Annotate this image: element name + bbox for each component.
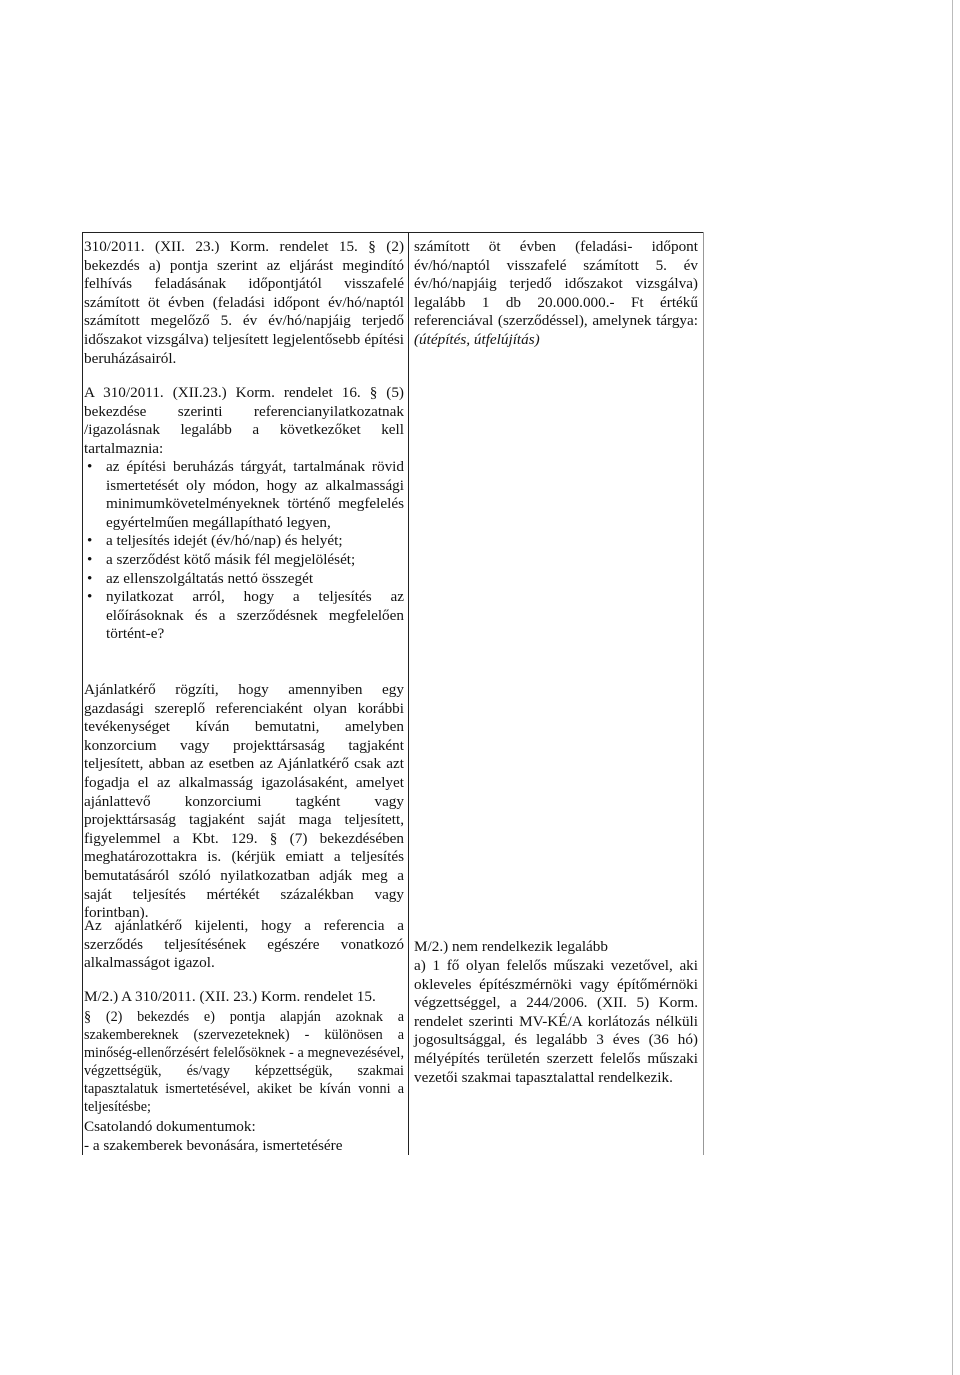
list-item: • az építési beruházás tárgyát, tartalmának rövid ismertetését oly módon, hogy az alkalmassági minimumkövetelményeknek történő megfelelés egyértelműen megállapítható legyen, xyxy=(87,458,404,531)
m1-criterion-text: számított öt évben (feladási- időpont év/hó/naptól visszafelé számított 5. év év/hó/napjáig terjedő időszakot vizsgálva) legalább 1 db 20.000.000.- Ft értékű referenciával (szerződéssel), amelynek tárgya: xyxy=(414,238,698,330)
table-top-border xyxy=(83,232,703,233)
consortium-paragraph: Ajánlatkérő rögzíti, hogy amennyiben egy gazdasági szereplő referenciaként olyan korábbi tevékenységet kíván bemutatni, amelyben konzorcium vagy projekttársaság tagjaként teljesített, abban az esetben az Ajánlatkérő csak azt fogadja el az alkalmasság igazolásaként, amelyet ajánlattevő konzorciumi tagként vagy projekttársaság tagjaként saját maga teljesített, figyelemmel a Kbt. 129. § (7) bekezdésében meghatározottakra is. (kérjük emiatt a teljesítés bemutatásáról szóló nyilatkozatban adják meg a saját teljesítés mértékét százalékban vagy forintban). xyxy=(84,681,404,922)
attachments-item: - a szakemberek bevonására, ismertetésére xyxy=(84,1137,343,1154)
bullet-icon: • xyxy=(87,550,93,568)
table-left-border xyxy=(82,232,83,1155)
reference-content-intro: A 310/2011. (XII.23.) Korm. rendelet 16. § (5) bekezdése szerinti referencianyilatkozatnak /igazolásnak legalább a következőket kell tartalmaznia: xyxy=(84,384,404,457)
scan-edge-line xyxy=(952,0,953,1375)
list-item: • a szerződést kötő másik fél megjelölését; xyxy=(87,550,356,568)
list-item: • az ellenszolgáltatás nettó összegét xyxy=(87,569,314,587)
m2-criterion-heading: M/2.) nem rendelkezik legalább xyxy=(414,938,608,955)
requirement-paragraph: 310/2011. (XII. 23.) Korm. rendelet 15. § (2) bekezdés a) pontja szerint az eljárást megindító felhívás feladásának időpontjától visszafelé számított öt évben (feladási időpont év/hó/naptól számított megelőző 5. év év/hó/napjáig terjedő időszakot vizsgálva) teljesített legjelentősebb építési beruházásairól. xyxy=(84,238,404,367)
m2-criterion-item xyxy=(414,957,698,1087)
bullet-icon: • xyxy=(87,588,93,606)
table-right-border xyxy=(703,232,704,1155)
table-column-divider xyxy=(408,232,409,1155)
m1-criterion xyxy=(414,238,698,350)
reference-content-list xyxy=(84,458,404,644)
reference-scope-paragraph: Az ajánlatkérő kijelenti, hogy a referencia a szerződés teljesítésének egészére vonatkozó alkalmasságot igazol. xyxy=(84,917,404,972)
m2-description: § (2) bekezdés e) pontja alapján azoknak a szakembereknek (szervezeteknek) - különösen a minőség-ellenőrzésért felelősöknek - a megnevezésével, végzettségük, és/vagy képzettségük, szakmai tapasztalatuk ismertetésével, akiket be kíván vonni a teljesítésbe; xyxy=(84,1009,404,1116)
list-item: • a teljesítés idejét (év/hó/nap) és helyét; xyxy=(87,532,343,550)
bullet-icon: • xyxy=(87,532,93,550)
bullet-icon: • xyxy=(87,569,93,587)
m2-heading: M/2.) A 310/2011. (XII. 23.) Korm. rendelet 15. xyxy=(84,988,376,1005)
bullet-icon: • xyxy=(87,458,93,475)
m1-criterion-subject: (útépítés, útfelújítás) xyxy=(414,330,540,348)
m2-criterion-item-text: a) 1 fő olyan felelős műszaki vezetővel, aki okleveles építészmérnöki vagy építőmérnöki végzettséggel, a 244/2006. (XII. 5) Korm. rendelet szerinti MV-KÉ/A korlátozás nélküli jogosultsággal, és legalább 3 éves (36 hó) mélyépítés területén szerzett felelős műszaki vezetői szakmai tapasztalattal rendelkezik. xyxy=(414,957,698,1086)
attachments-heading: Csatolandó dokumentumok: xyxy=(84,1118,256,1135)
list-item: • nyilatkozat arról, hogy a teljesítés az előírásoknak és a szerződésnek megfelelően történt-e? xyxy=(87,588,404,643)
